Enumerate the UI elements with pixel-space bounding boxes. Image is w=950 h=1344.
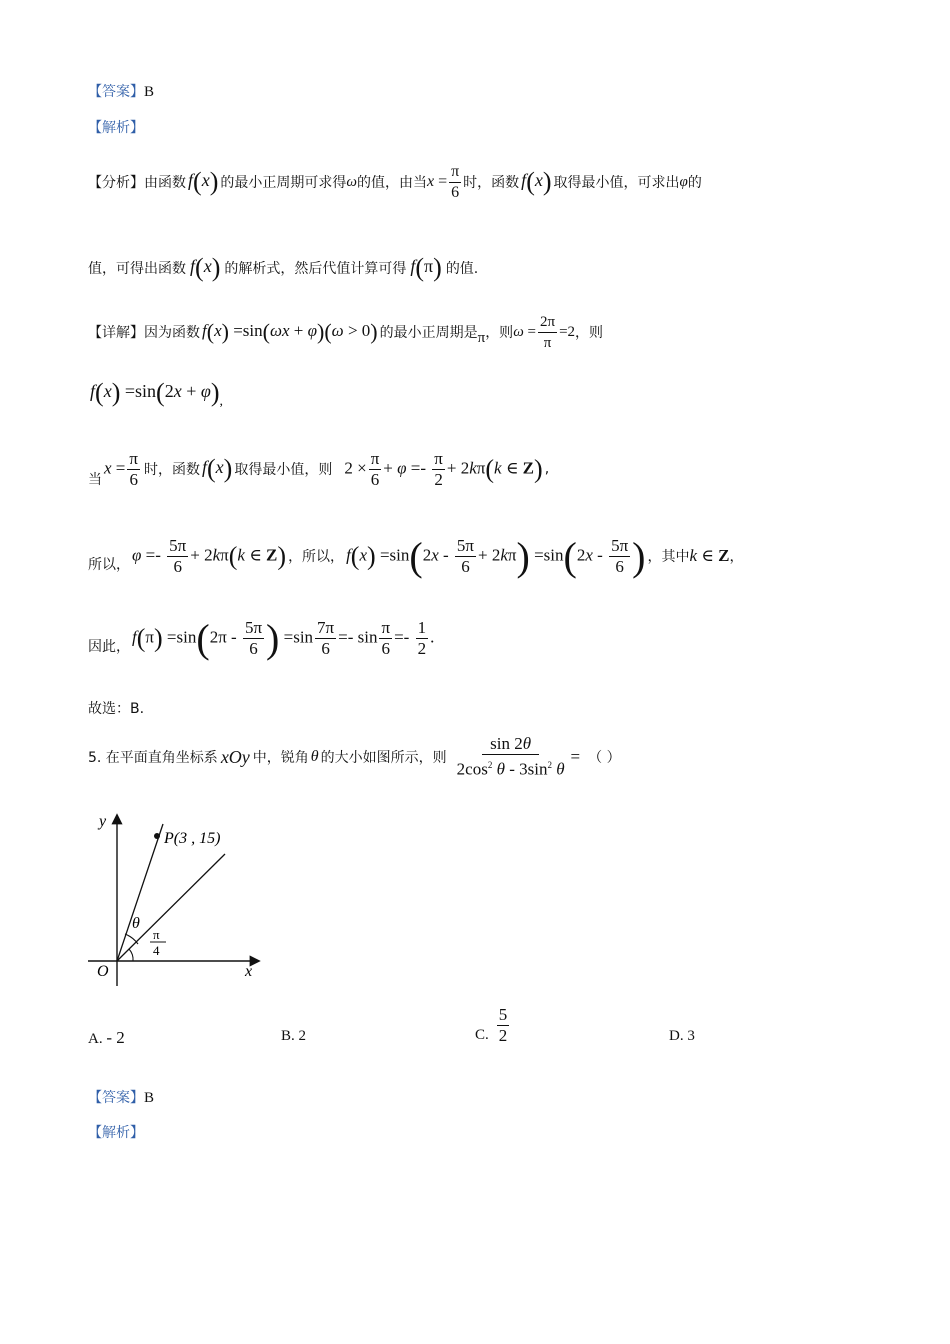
origin-label: O: [97, 963, 109, 980]
formula-fx: $f(x) =\sin(2x + \varphi)_,$: [90, 378, 223, 410]
option-a[interactable]: [88, 1028, 125, 1048]
q5-stem-text: 5. 在平面直角坐标系: [88, 750, 218, 766]
q5-stem-text: 的大小如图所示，则: [320, 750, 447, 766]
option-d[interactable]: [669, 1028, 695, 1045]
when-label: 当: [88, 472, 102, 488]
y-axis-label: y: [99, 813, 107, 830]
detail-text: 因为函数: [144, 325, 200, 341]
q5-stem: 5. 在平面直角坐标系 xOy 中，锐角 θ 的大小如图所示，则 $\frac{\sin 2\theta}{2\cos^2 \theta - 3\sin^2 \theta}$ = （ ）: [88, 734, 621, 779]
option-value: 2: [298, 1028, 307, 1044]
option-letter: B.: [281, 1028, 295, 1044]
q5-answer-tag: 【答案】: [88, 1090, 144, 1106]
quarter-pi-num: π: [153, 927, 160, 942]
q5-stem-text: 中，锐角: [252, 750, 309, 766]
option-c[interactable]: C. $\frac{5}{2}$: [475, 1004, 508, 1045]
quarter-pi-den: 4: [153, 943, 160, 958]
detail-heading: 【详解】: [88, 325, 144, 341]
analysis-text: 的值.: [445, 261, 479, 277]
ray-45: [117, 854, 225, 961]
x-axis-label: x: [245, 963, 253, 980]
hence-label: 因此，: [88, 639, 130, 655]
answer-tag: 【答案】: [88, 84, 144, 100]
analysis-text: 由函数: [144, 175, 186, 191]
therefore-text: ，所以，: [288, 549, 345, 565]
therefore-text: ，其中: [647, 549, 690, 565]
analysis-line-2: 值，可得出函数 f(x) 的解析式，然后代值计算可得 f(π) 的值.: [88, 253, 479, 282]
analysis-heading: 【分析】: [88, 175, 144, 191]
point-p: [154, 833, 160, 839]
analysis-text: 的解析式，然后代值计算可得: [224, 261, 407, 277]
q5-analysis-tag: 【解析】: [88, 1125, 144, 1141]
analysis-text: 值，可得出函数: [88, 261, 186, 277]
point-p-label: P(3 , 15): [164, 830, 221, 847]
q5-answer-value: B: [144, 1090, 155, 1106]
analysis-text: 的值，由当: [356, 175, 427, 191]
analysis-tag: 【解析】: [88, 120, 144, 136]
option-value: 3: [687, 1028, 695, 1044]
therefore-line: 所以， φ =- $\frac{5\pi}{6}$ + 2kπ(k ∈ Z) ，所以， f(x) =sin(2x - $\frac{5\pi}{6}$ + 2kπ) =sin(2x - $\frac{5\pi}{6}$ ) ，其中 k ∈ Z ，: [88, 533, 744, 579]
analysis-text: 的: [687, 175, 702, 191]
coordinate-figure: [80, 808, 280, 998]
detail-text: ，则: [575, 325, 604, 341]
q5-answer-line: [88, 1087, 154, 1107]
answer-value: B: [144, 84, 155, 100]
hence-line: 因此， f(π) =sin(2π - $\frac{5\pi}{6}$ ) =sin $\frac{7\pi}{6}$ =- sin $\frac{\pi}{6}$ =- $\frac{1}{2}$ .: [88, 615, 435, 661]
when-text: 时，函数: [143, 462, 200, 478]
option-letter: C.: [475, 1026, 489, 1043]
option-letter: A.: [88, 1031, 103, 1047]
detail-text: ，则: [485, 325, 514, 341]
option-b[interactable]: [281, 1028, 306, 1045]
when-text: 取得最小值，则: [234, 462, 333, 478]
detail-line-1: 【详解】 因为函数 f(x) =sin(ωx + φ)(ω > 0) 的最小正周期是 π ，则 ω = $\frac{2\pi}{\pi}$ =2 ，则: [88, 313, 604, 351]
q5-paren: （ ）: [588, 750, 621, 766]
analysis-text: 时，函数: [463, 175, 520, 191]
analysis-line-1: 【分析】 由函数 f(x) 的最小正周期可求得 ω 的值，由当 x = $\frac{\pi}{6}$ 时，函数 f(x) 取得最小值，可求出 φ 的: [88, 162, 702, 201]
when-line: 当 x = $\frac{\pi}{6}$ 时，函数 f(x) 取得最小值，则 2 × $\frac{\pi}{6}$ + φ =- $\frac{\pi}{2}$ + 2kπ(k ∈ Z) ,: [88, 448, 550, 489]
option-value: - 2: [106, 1028, 125, 1047]
detail-text: 的最小正周期是: [379, 325, 478, 341]
option-letter: D.: [669, 1028, 684, 1044]
analysis-text: 取得最小值，可求出: [553, 175, 680, 191]
theta-label: θ: [132, 915, 140, 932]
therefore-label: 所以，: [88, 557, 130, 573]
answer-line: [88, 81, 154, 101]
choose-line: 故选：B.: [88, 701, 145, 717]
analysis-text: 的最小正周期可求得: [220, 175, 347, 191]
